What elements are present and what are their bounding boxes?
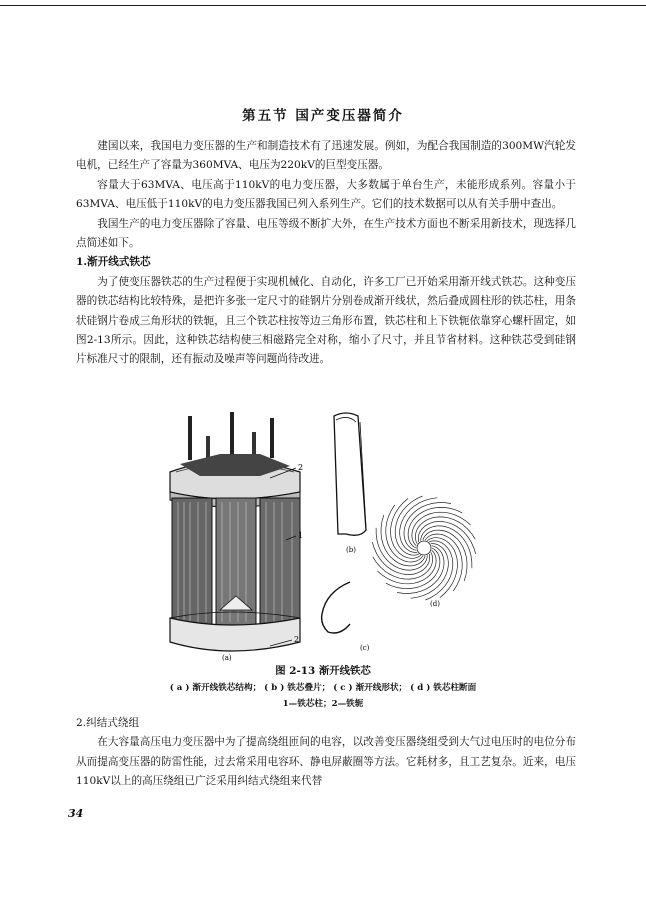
core-assembly-drawing (170, 412, 300, 651)
paragraph: 为了使变压器铁芯的生产过程便于实现机械化、自动化，许多工厂已开始采用渐开线式铁芯。这种变压器的铁芯结构比较特殊，是把许多张一定尺寸的硅钢片分别卷成渐开线状，然后叠成圆柱形的铁芯柱，用条状硅钢片卷成三角形状的铁轭，且三个铁芯柱按等边三角形布置，铁芯柱和上下铁轭依靠穿心螺杆固定，如图2-13所示。因此，这种铁芯结构使三相磁路完全对称，缩小了尺寸，并且节省材料。这种铁芯受到硅钢片标准尺寸的限制，还有振动及噪声等问题尚待改进。 (76, 275, 576, 366)
figure-caption-parts: ( a ) 渐开线铁芯结构； ( b ) 铁芯叠片； ( c ) 渐开线形状； ( d ) 铁芯柱断面 (169, 683, 477, 693)
paragraph: 在大容量高压电力变压器中为了提高绕组匝间的电容，以改善变压器绕组受到大气过电压时的电位分布从而提高变压器的防雷性能，过去常采用电容环、静电屏蔽圈等方法。它耗材多，且工艺复杂。近来，电压110kV以上的高压绕组已广泛采用纠结式绕组来代替 (76, 736, 576, 788)
paragraph: 我国生产的电力变压器除了容量、电压等级不断扩大外，在生产技术方面也不断采用新技术，现选择几点简述如下。 (76, 217, 576, 250)
figure-2-13 (160, 410, 490, 668)
paragraph: 建国以来，我国电力变压器的生产和制造技术有了迅速发展。例如，为配合我国制造的300MW汽轮发电机，已经生产了容量为360MVA、电压为220kV的巨型变压器。 (76, 140, 576, 172)
figure-caption-title: 图 2-13 渐开线铁芯 (275, 665, 371, 677)
paragraph: 容量大于63MVA、电压高于110kV的电力变压器，大多数属于单台生产，未能形成系列。容量小于63MVA、电压低于110kV的电力变压器我国已列入系列生产。它们的技术数据可以从有关手册中查出。 (76, 178, 576, 211)
callout-2-top: 2 (298, 463, 304, 472)
paragraph: 1.渐开线式铁芯 (76, 256, 151, 269)
core-section-drawing (372, 496, 475, 600)
label-d: (d) (430, 600, 440, 608)
involute-curve-drawing (322, 582, 350, 633)
page-number: 34 (68, 807, 84, 820)
label-a: (a) (222, 654, 232, 662)
label-b: (b) (346, 546, 356, 554)
body-text-top (76, 137, 576, 370)
figure-caption-legend: 1—铁芯柱；2—铁轭 (282, 699, 364, 709)
spiral-center (417, 541, 431, 555)
label-c: (c) (360, 644, 370, 652)
callout-2-bottom: 2 (294, 635, 300, 644)
callout-1: 1 (298, 531, 304, 540)
section-title: 第五节 国产变压器简介 (242, 108, 404, 124)
paragraph: 2.纠结式绕组 (76, 717, 140, 729)
top-rule (0, 5, 646, 6)
lamination-drawing (334, 413, 366, 535)
body-text-bottom (76, 714, 576, 792)
